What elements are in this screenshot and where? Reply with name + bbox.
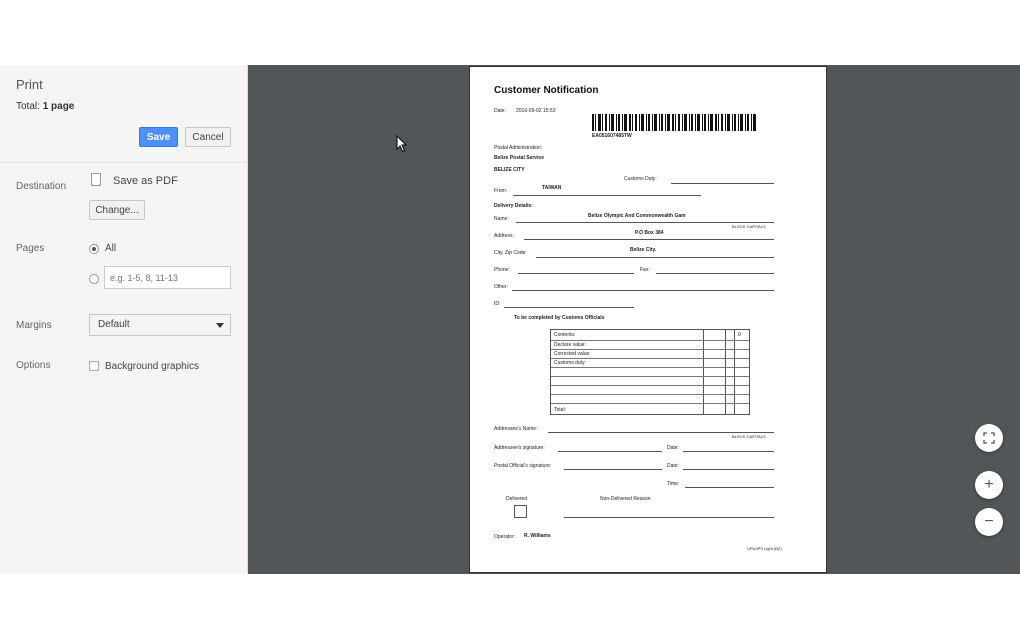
phone-label: Phone: — [494, 267, 510, 273]
customs-heading: To be completed by Customs Officials — [514, 315, 605, 321]
from-line — [513, 195, 701, 196]
from-label: From: — [494, 188, 508, 194]
pages-all-radio[interactable] — [89, 244, 99, 254]
addressee-signature-line — [558, 451, 662, 452]
document-title: Customer Notification — [494, 85, 599, 96]
preview-page — [469, 66, 827, 573]
other-line — [512, 290, 774, 291]
delivery-details: Delivery Details: — [494, 203, 533, 209]
addressee-name-label: Addressee's Name: — [494, 426, 538, 432]
table-row-line — [551, 358, 749, 359]
time-line — [685, 487, 774, 488]
pages-range-input[interactable] — [104, 266, 231, 289]
save-button[interactable]: Save — [139, 127, 178, 147]
block-capitals-note: BLOCK CAPITALS — [732, 224, 766, 229]
delivered-label: Delivered — [506, 496, 528, 502]
margins-label: Margins — [16, 320, 52, 331]
customs-table — [550, 329, 750, 415]
background-graphics-label: Background graphics — [105, 361, 199, 372]
pages-label: Pages — [16, 243, 45, 254]
from-value: TAIWAN — [542, 185, 562, 191]
plus-icon: + — [984, 476, 994, 493]
city-zip-label: City, Zip Code: — [494, 250, 527, 256]
block-capitals-note-2: BLOCK CAPITALS — [732, 434, 766, 439]
id-label: ID: — [494, 301, 501, 307]
cancel-button[interactable]: Cancel — [185, 127, 231, 147]
total-value: 1 page — [42, 101, 75, 112]
table-row-line — [551, 394, 749, 395]
table-row-line — [551, 376, 749, 377]
postal-official-signature-label: Postal Official's signature: — [494, 463, 552, 469]
city-zip-value: Belize City. — [630, 247, 657, 253]
form-code: UPU/IPS Light (BZ) — [747, 546, 782, 551]
addressee-signature-label: Addressee's signature: — [494, 445, 545, 451]
address-value: P.O Box 384 — [635, 230, 664, 236]
margins-value: Default — [98, 319, 130, 330]
options-label: Options — [16, 360, 51, 371]
date-label: Date: — [494, 108, 506, 114]
total-pages — [16, 101, 74, 112]
change-destination-button[interactable]: Change... — [89, 200, 145, 220]
address-line — [524, 239, 774, 240]
pdf-file-icon — [91, 173, 101, 186]
background-graphics-checkbox[interactable] — [89, 361, 99, 371]
print-title: Print — [16, 77, 43, 92]
date-label-2: Date: — [667, 445, 679, 451]
name-value: Belize Olympic And Commonwealth Gam — [588, 213, 686, 219]
table-divider — [703, 330, 704, 414]
minus-icon: − — [984, 513, 994, 530]
barcode-number: EA051607485TW — [592, 133, 632, 139]
fax-line — [656, 273, 774, 274]
table-row: Contents: — [554, 332, 576, 338]
margins-select[interactable] — [89, 314, 231, 336]
date-line-2 — [683, 451, 774, 452]
fit-to-page-button[interactable] — [975, 424, 1003, 452]
date-label-3: Date: — [667, 463, 679, 469]
table-row-line — [551, 403, 749, 404]
destination-label: Destination — [16, 181, 67, 192]
phone-line — [518, 273, 634, 274]
destination-value: Save as PDF — [113, 175, 178, 187]
other-label: Other: — [494, 284, 508, 290]
print-settings-sidebar — [0, 65, 248, 574]
table-row: Declare value: — [554, 342, 586, 348]
operator-value: R. Williams — [524, 533, 551, 539]
delivered-checkbox — [514, 505, 527, 518]
address-label: Address: — [494, 233, 514, 239]
non-delivered-label: Non-Delivered Reason — [600, 496, 651, 502]
pages-all-label: All — [105, 243, 117, 254]
print-dialog — [0, 65, 1020, 574]
table-row-line — [551, 367, 749, 368]
table-row-line — [551, 340, 749, 341]
fax-label: Fax: — [640, 267, 650, 273]
customs-duty-line — [671, 183, 774, 184]
sidebar-divider — [0, 162, 247, 163]
time-label: Time: — [667, 481, 680, 487]
dropdown-arrow-icon — [216, 323, 224, 328]
table-row-line — [551, 385, 749, 386]
date-line-3 — [683, 469, 774, 470]
mouse-cursor-icon — [396, 135, 408, 153]
postal-service: Belize Postal Service — [494, 155, 545, 161]
operator-label: Operator: — [494, 534, 516, 540]
date-value: 2016-09-02 15:53 — [516, 108, 556, 114]
pages-custom-radio[interactable] — [89, 274, 99, 284]
postal-admin-label: Postal Administration: — [494, 145, 543, 151]
table-divider — [734, 330, 735, 414]
addressee-name-line — [548, 432, 774, 433]
table-row-line — [551, 349, 749, 350]
zoom-in-button[interactable] — [975, 471, 1003, 499]
table-row: Corrected value: — [554, 351, 591, 357]
postal-official-signature-line — [564, 469, 662, 470]
barcode-image — [592, 114, 756, 131]
zoom-out-button[interactable] — [975, 508, 1003, 536]
postal-city: BELIZE CITY — [494, 167, 525, 173]
total-prefix: Total: — [16, 101, 43, 112]
name-label: Name: — [494, 216, 509, 222]
customs-duty-label: Customs Duty: — [624, 176, 657, 182]
fit-to-page-icon — [983, 432, 995, 444]
city-zip-line — [536, 257, 774, 258]
table-zero: 0 — [738, 332, 741, 338]
non-delivered-line — [564, 517, 774, 518]
id-line — [504, 307, 634, 308]
table-row: Customs duty: — [554, 360, 586, 366]
name-line — [516, 222, 774, 223]
table-row: Total: — [554, 407, 566, 413]
table-divider — [725, 330, 726, 414]
print-preview-area[interactable] — [248, 65, 1020, 574]
